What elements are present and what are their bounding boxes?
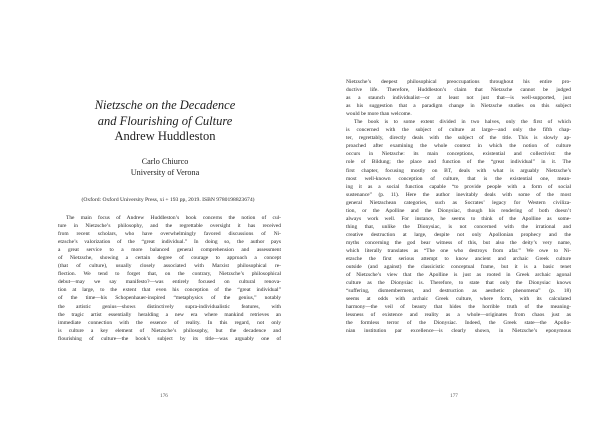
text-line: ductive life. Therefore, Huddleston’s claim that Nietzsche cannot be judged (346, 87, 571, 94)
text-line: etzsche the first serious attempt to know ancient and archaic Greek culture (346, 256, 571, 263)
text-line: flection. We tend to forget that, on the contrary, Nietzsche’s philosophical (58, 271, 281, 278)
book-title-line-2: and Flourishing of Culture (97, 113, 233, 128)
text-line: occurs in Nietzsche: its main conceptions, existential and collectivist: the (346, 151, 571, 158)
text-line: is culture a key element of Nietzsche’s philosophy, but the decadence and (58, 327, 281, 334)
text-line: lessness of existence and reality as a whole—originates from chaos just as (346, 312, 571, 319)
text-line: first chapter, focusing mostly on BT, deals with what is arguably Nietzsche’s (346, 167, 571, 174)
text-line: debut—may we say manifesto?—was entirely focused on cultural renova- (58, 279, 281, 286)
right-body-text (346, 78, 571, 336)
page-number-right: 177 (450, 393, 458, 399)
text-line: as his suggestion that a paradigm change in Nietzsche studies on this subject (346, 103, 571, 110)
text-line: of Nietzsche’s view that the Apolline is just as rooted in Greek archaic agonal (346, 272, 571, 279)
text-line: Nietzsche’s deepest philosophical preoccupations throughout his entire pro- (346, 79, 571, 85)
text-line: seems at odds with archaic Greek culture, where form, with its calculated (346, 296, 571, 303)
text-line: ing it as a social function capable “to provide people with a form of social (346, 183, 571, 190)
text-line: a great service to a more balanced general comprehension and assessment (58, 247, 281, 254)
text-line: creative destruction at large, despite not only Apollonian prophecy and the (346, 231, 571, 238)
text-line: thing that, unlike the Dionysiac, is not concerned with the irrational and (346, 223, 571, 230)
reviewer-block (90, 156, 240, 178)
text-line: always work well. For instance, he seems to think of the Apolline as some- (346, 215, 571, 222)
text-line: (that of culture), usually closely associated with Marxist philosophical re- (58, 263, 281, 270)
book-title-line-1: Nietzsche on the Decadence (94, 98, 236, 112)
text-line: etzsche’s valorization of the “great individual.” In doing so, the author pays (58, 239, 281, 246)
text-line: sustenance” (p. 11). Here the author inevitably deals with some of the most (346, 191, 571, 198)
text-line: the formless terror of the Dionysiac. Indeed, the Greek state—the Apollo- (346, 320, 571, 327)
text-line: culture as the Dionysiac is. Therefore, to state that only the Dionysiac knows (346, 280, 571, 287)
text-line: of the time—his Schopenhauer-inspired “metaphysics of the genius,” notably (58, 295, 281, 302)
right-page (300, 0, 600, 426)
text-line: ture in Nietzsche’s philosophy, and the regrettable oversight it has received (58, 223, 281, 230)
text-line: which literally translates as “The one who destroys from afar.” We owe to Ni- (346, 247, 571, 254)
text-line: immediate connection with the essence of reality. In this regard, not only (58, 319, 281, 326)
text-line: the artistic genius—shows distinctively supra-individualistic features, with (58, 303, 281, 310)
reviewer-name: Carlo Chiurco (141, 157, 189, 166)
text-line: would be more than welcome. (346, 111, 412, 118)
text-line: The main focus of Andrew Huddleston’s book concerns the notion of cul- (66, 215, 281, 221)
review-title (70, 98, 260, 145)
reviewer-affiliation: University of Verona (130, 168, 200, 177)
text-line: The book is to some extent divided in two halves, only the first of which (354, 119, 571, 126)
text-line: outside (and against) the classicistic conceptual frame, but it is a basic tenet (346, 264, 571, 271)
text-line: tion at large, to the extent that even his conception of the “great individual” (58, 287, 281, 294)
text-line: as a staunch individualist—or at least not just that—is well-supported, just (346, 95, 571, 102)
text-line: harmony—the veil of beauty that hides the horrible truth of the meaning- (346, 304, 571, 311)
text-line: flourishing of culture—the book’s subject by its title—was arguably one of (58, 335, 281, 342)
text-line: general Nietzschean categories, such as Socrates’ legacy for Western civiliza- (346, 199, 571, 206)
text-line: “suffering, dismemberment, and destruction as aesthetic phenomena” (p. 18) (346, 288, 571, 295)
text-line: most well-known conception of culture, that is the existential one, mean- (346, 175, 571, 182)
left-body-text (58, 214, 281, 343)
text-line: role of Bildung; the place and function of the “great individual” in it. The (346, 159, 571, 166)
text-line: the tragic artist essentially heralding a new era where mankind retrieves an (58, 311, 281, 318)
text-line: ter, regrettably, directly deals with the subject of the title. This is slowly ap- (346, 135, 571, 142)
text-line: tion, or the Apolline and the Dionysiac, though his rendering of both doesn’t (346, 207, 571, 214)
text-line: from recent scholars, who have overwhelmingly favored discussions of Ni- (58, 231, 281, 238)
text-line: is concerned with the subject of culture at large—and only the fifth chap- (346, 127, 571, 134)
publication-citation: (Oxford: Oxford University Press, xi + 193 pp, 2019. ISBN 9780198823674) (81, 197, 255, 203)
text-line: nian institution par excellence—is clearly shown, in Nietzsche’s eponymous (346, 328, 571, 335)
text-line: of Nietzsche, showing a certain degree of courage to approach a concept (58, 255, 281, 262)
text-line: proached after examining the whole context in which the notion of culture (346, 143, 571, 150)
page-number-left: 176 (160, 393, 168, 399)
book-author: Andrew Huddleston (114, 129, 216, 143)
text-line: myths concerning the god bear witness of this, but also the deity’s very name, (346, 239, 571, 246)
